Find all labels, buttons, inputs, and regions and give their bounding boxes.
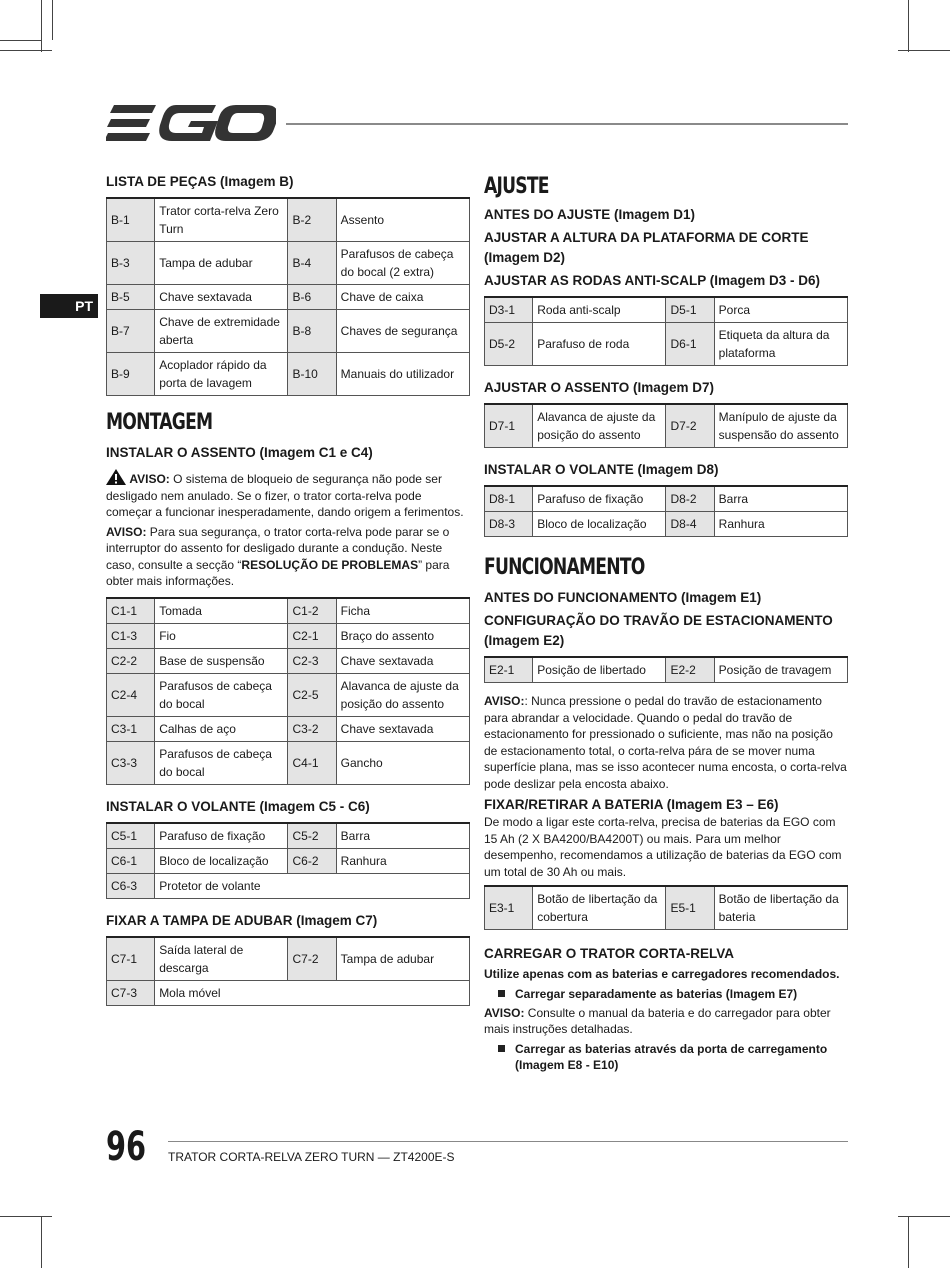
- part-description: Calhas de aço: [155, 716, 288, 741]
- part-code: C1-2: [288, 598, 336, 624]
- part-code: C1-3: [107, 623, 155, 648]
- battery-heading: FIXAR/RETIRAR A BATERIA (Imagem E3 – E6): [484, 797, 779, 812]
- warning-seat-switch: [106, 524, 470, 590]
- part-code: C6-3: [107, 873, 155, 898]
- part-code: D8-4: [666, 512, 714, 537]
- part-description: Botão de libertação da bateria: [714, 886, 847, 930]
- footer-title: TRATOR CORTA-RELVA ZERO TURN — ZT4200E-S: [168, 1150, 455, 1164]
- steering-install-table: [484, 485, 848, 537]
- part-description: Ranhura: [714, 512, 847, 537]
- part-code: C2-4: [107, 673, 155, 716]
- part-description: Barra: [714, 486, 847, 512]
- part-description: Etiqueta da altura da plataforma: [714, 323, 847, 366]
- battery-text: De modo a ligar este corta-relva, precisa de baterias da EGO com 15 Ah (2 X BA4200/BA4200T) ou mais. Para um melhor desempenho, recomendamos a utilização de baterias da EGO com um total de 30 Ah ou mais.: [484, 815, 842, 879]
- deck-height-heading: AJUSTAR A ALTURA DA PLATAFORMA DE CORTE (Imagem D2): [484, 230, 809, 265]
- part-description: Botão de libertação da cobertura: [533, 886, 666, 930]
- part-code: C7-2: [288, 937, 336, 981]
- part-description: Ficha: [336, 598, 469, 624]
- warning-label: AVISO:: [129, 472, 170, 486]
- part-code: D5-1: [666, 297, 714, 323]
- part-code: B-4: [288, 242, 336, 285]
- parking-brake-heading: CONFIGURAÇÃO DO TRAVÃO DE ESTACIONAMENTO (Imagem E2): [484, 613, 833, 648]
- part-description: Tomada: [155, 598, 288, 624]
- adjust-heading: AJUSTE: [484, 174, 549, 199]
- part-code: C7-3: [107, 980, 155, 1005]
- part-code: B-2: [288, 198, 336, 242]
- part-description: Alavanca de ajuste da posição do assento: [533, 404, 666, 448]
- ego-logo: [106, 103, 276, 143]
- part-description: Mola móvel: [155, 980, 470, 1005]
- crop-mark: [41, 0, 42, 52]
- table-row: [107, 873, 470, 898]
- part-description: Posição de travagem: [714, 657, 847, 683]
- table-row: [485, 657, 848, 683]
- charge-note: Utilize apenas com as baterias e carregadores recomendados.: [484, 967, 840, 981]
- part-code: C2-1: [288, 623, 336, 648]
- part-description: Chave sextavada: [336, 648, 469, 673]
- part-description: Chave de caixa: [336, 285, 469, 310]
- part-description: Chave sextavada: [336, 716, 469, 741]
- table-row: [107, 623, 470, 648]
- part-description: Posição de libertado: [533, 657, 666, 683]
- charge-bullet-separately: [484, 986, 848, 1002]
- table-row: [107, 598, 470, 624]
- warning-label: AVISO:: [484, 1005, 525, 1020]
- seat-install-heading: INSTALAR O ASSENTO (Imagem C1 e C4): [106, 445, 373, 460]
- part-description: Chave sextavada: [155, 285, 288, 310]
- part-code: D6-1: [666, 323, 714, 366]
- part-code: C2-5: [288, 673, 336, 716]
- part-description: Tampa de adubar: [155, 242, 288, 285]
- part-description: Braço do assento: [336, 623, 469, 648]
- footer-rule: [168, 1141, 848, 1142]
- part-description: Bloco de localização: [533, 512, 666, 537]
- part-description: Chaves de segurança: [336, 310, 469, 353]
- warning-text: O sistema de bloqueio de segurança não pode ser desligado nem anulado. Se o fizer, o trator corta-relva pode começar a funcionar inesperadamente, dando origem a ferimentos.: [106, 472, 464, 519]
- part-description: Parafuso de fixação: [533, 486, 666, 512]
- right-column: [484, 172, 848, 1073]
- table-row: [485, 297, 848, 323]
- part-code: B-9: [107, 353, 155, 396]
- seat-parts-table: [106, 597, 470, 785]
- part-code: E2-2: [666, 657, 714, 683]
- part-code: C3-3: [107, 741, 155, 784]
- table-row: [485, 886, 848, 930]
- warning-text: Para sua segurança, o trator corta-relva pode parar se o interruptor do assento for desligado durante a condução. Neste caso, consulte a secção “: [106, 524, 450, 572]
- table-row: [107, 310, 470, 353]
- operation-heading: FUNCIONAMENTO: [484, 555, 645, 580]
- part-code: C1-1: [107, 598, 155, 624]
- bullet-text: Carregar separadamente as baterias (Imagem E7): [515, 986, 798, 1001]
- anti-scalp-heading: AJUSTAR AS RODAS ANTI-SCALP (Imagem D3 - D6): [484, 273, 821, 288]
- part-code: D8-1: [485, 486, 533, 512]
- fertilizer-parts-table: [106, 936, 470, 1006]
- anti-scalp-table: [484, 296, 848, 366]
- part-description: Saída lateral de descarga: [155, 937, 288, 981]
- part-code: D7-2: [666, 404, 714, 448]
- part-code: C3-1: [107, 716, 155, 741]
- part-code: E2-1: [485, 657, 533, 683]
- battery-parts-table: [484, 885, 848, 930]
- part-description: Ranhura: [336, 848, 469, 873]
- part-description: Parafusos de cabeça do bocal: [155, 741, 288, 784]
- crop-mark: [898, 50, 950, 51]
- part-description: Porca: [714, 297, 847, 323]
- steering-install-heading: INSTALAR O VOLANTE (Imagem D8): [484, 462, 719, 477]
- part-code: B-5: [107, 285, 155, 310]
- part-code: B-8: [288, 310, 336, 353]
- part-description: Protetor de volante: [155, 873, 470, 898]
- part-code: D5-2: [485, 323, 533, 366]
- crop-mark: [908, 0, 909, 52]
- before-adjust-heading: ANTES DO AJUSTE (Imagem D1): [484, 207, 696, 222]
- warning-label: AVISO:: [106, 524, 147, 539]
- part-code: C7-1: [107, 937, 155, 981]
- table-row: [107, 741, 470, 784]
- table-row: [107, 242, 470, 285]
- parts-list-table: [106, 197, 470, 396]
- part-description: Parafuso de fixação: [155, 823, 288, 849]
- warning-icon: [106, 472, 129, 486]
- part-description: Manuais do utilizador: [336, 353, 469, 396]
- table-row: [485, 512, 848, 537]
- crop-mark: [41, 1216, 42, 1268]
- part-description: Parafuso de roda: [533, 323, 666, 366]
- part-code: C2-2: [107, 648, 155, 673]
- part-description: Manípulo de ajuste da suspensão do assento: [714, 404, 847, 448]
- warning-safety-lock: [106, 469, 470, 521]
- left-column: [106, 172, 470, 1006]
- part-description: Parafusos de cabeça do bocal: [155, 673, 288, 716]
- part-description: Assento: [336, 198, 469, 242]
- part-code: D8-2: [666, 486, 714, 512]
- part-code: B-1: [107, 198, 155, 242]
- table-row: [107, 823, 470, 849]
- part-description: Alavanca de ajuste da posição do assento: [336, 673, 469, 716]
- part-description: Fio: [155, 623, 288, 648]
- table-row: [107, 980, 470, 1005]
- parts-list-heading: LISTA DE PEÇAS (Imagem B): [106, 174, 294, 189]
- part-code: C2-3: [288, 648, 336, 673]
- part-code: D8-3: [485, 512, 533, 537]
- bullet-square: [498, 1045, 505, 1052]
- part-code: C4-1: [288, 741, 336, 784]
- part-code: C6-1: [107, 848, 155, 873]
- part-code: E3-1: [485, 886, 533, 930]
- part-code: B-6: [288, 285, 336, 310]
- warning-text: ” para obter mais informações.: [106, 557, 450, 588]
- crop-mark: [0, 40, 41, 41]
- wheel-install-heading: INSTALAR O VOLANTE (Imagem C5 - C6): [106, 798, 370, 814]
- part-code: E5-1: [666, 886, 714, 930]
- seat-adjust-table: [484, 403, 848, 448]
- charge-heading: CARREGAR O TRATOR CORTA-RELVA: [484, 946, 734, 961]
- part-code: D7-1: [485, 404, 533, 448]
- crop-mark: [0, 50, 52, 51]
- fertilizer-cover-heading: FIXAR A TAMPA DE ADUBAR (Imagem C7): [106, 912, 378, 928]
- part-description: Trator corta-relva Zero Turn: [155, 198, 288, 242]
- charge-warning: [484, 1005, 848, 1038]
- assembly-heading: MONTAGEM: [106, 410, 213, 435]
- table-row: [107, 285, 470, 310]
- part-code: D3-1: [485, 297, 533, 323]
- before-operation-heading: ANTES DO FUNCIONAMENTO (Imagem E1): [484, 590, 762, 605]
- crop-mark: [908, 1216, 909, 1268]
- crop-mark: [0, 1216, 52, 1217]
- charge-bullet-port: [484, 1041, 848, 1073]
- table-row: [107, 673, 470, 716]
- part-description: Base de suspensão: [155, 648, 288, 673]
- part-code: B-10: [288, 353, 336, 396]
- crop-mark: [898, 1216, 950, 1217]
- troubleshooting-ref: RESOLUÇÃO DE PROBLEMAS: [241, 557, 419, 572]
- part-code: C6-2: [288, 848, 336, 873]
- table-row: [107, 937, 470, 981]
- warning-label: AVISO:: [484, 694, 525, 708]
- part-code: B-7: [107, 310, 155, 353]
- language-tab: PT: [40, 294, 98, 318]
- table-row: [107, 353, 470, 396]
- part-description: Acoplador rápido da porta de lavagem: [155, 353, 288, 396]
- crop-mark: [52, 0, 53, 40]
- part-description: Roda anti-scalp: [533, 297, 666, 323]
- part-code: C5-2: [288, 823, 336, 849]
- part-code: C5-1: [107, 823, 155, 849]
- header-rule: [286, 123, 848, 125]
- table-row: [107, 716, 470, 741]
- part-description: Gancho: [336, 741, 469, 784]
- parking-brake-table: [484, 656, 848, 683]
- table-row: [107, 848, 470, 873]
- table-row: [485, 323, 848, 366]
- table-row: [485, 486, 848, 512]
- seat-adjust-heading: AJUSTAR O ASSENTO (Imagem D7): [484, 380, 715, 395]
- wheel-parts-table: [106, 822, 470, 899]
- table-row: [107, 198, 470, 242]
- part-code: B-3: [107, 242, 155, 285]
- part-description: Barra: [336, 823, 469, 849]
- bullet-square: [498, 990, 505, 997]
- part-description: Bloco de localização: [155, 848, 288, 873]
- part-code: C3-2: [288, 716, 336, 741]
- bullet-text: Carregar as baterias através da porta de carregamento (Imagem E8 - E10): [515, 1041, 828, 1072]
- part-description: Chave de extremidade aberta: [155, 310, 288, 353]
- part-description: Parafusos de cabeça do bocal (2 extra): [336, 242, 469, 285]
- table-row: [485, 404, 848, 448]
- table-row: [107, 648, 470, 673]
- page-number: 96: [106, 1124, 147, 1170]
- parking-brake-warning: [484, 693, 848, 792]
- warning-text: : Nunca pressione o pedal do travão de estacionamento para abrandar a velocidade. Quando o pedal do travão de estacionamento for pressionado o suficiente, mas não na posição de estacionamento total, o corta-relva pára de se mover numa superfície plana, mas se isso acontecer numa encosta, o corta-relva pode deslizar pela encosta abaixo.: [484, 694, 847, 791]
- warning-text: Consulte o manual da bateria e do carregador para obter mais instruções detalhadas.: [484, 1005, 831, 1036]
- part-description: Tampa de adubar: [336, 937, 469, 981]
